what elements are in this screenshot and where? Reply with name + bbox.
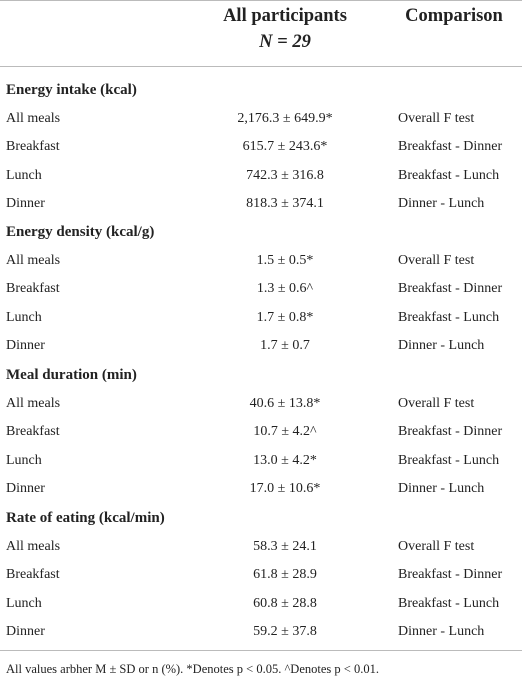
row-label: Breakfast — [6, 139, 60, 154]
table-footnote: All values arbher M ± SD or n (%). *Denotes p < 0.05. ^Denotes p < 0.01. — [6, 662, 379, 676]
section-title: Energy density (kcal/g) — [6, 224, 155, 240]
row-value: 2,176.3 ± 649.9* — [237, 110, 333, 126]
row-value: 59.2 ± 37.8 — [253, 624, 317, 639]
row-label: All meals — [6, 110, 61, 126]
row-comparison: Overall F test — [398, 252, 475, 268]
row-label: Dinner — [6, 338, 45, 353]
row-comparison: Breakfast - Lunch — [398, 309, 500, 325]
row-value: 40.6 ± 13.8* — [249, 395, 321, 411]
section-title: Energy intake (kcal) — [6, 82, 137, 98]
row-comparison: Overall F test — [398, 538, 475, 554]
section-title: Meal duration (min) — [6, 367, 137, 383]
top-rule — [0, 0, 522, 1]
row-comparison: Breakfast - Lunch — [398, 595, 500, 611]
column-header-comparison: Comparison — [405, 6, 503, 26]
row-value: 10.7 ± 4.2^ — [253, 424, 317, 439]
row-comparison: Breakfast - Dinner — [398, 281, 503, 296]
row-value: 17.0 ± 10.6* — [249, 481, 321, 496]
row-comparison: Breakfast - Dinner — [398, 567, 503, 582]
row-value: 13.0 ± 4.2* — [253, 452, 317, 468]
row-comparison: Dinner - Lunch — [398, 481, 485, 496]
row-label: Dinner — [6, 196, 45, 211]
row-label: Lunch — [6, 167, 42, 183]
row-label: All meals — [6, 538, 61, 554]
row-label: All meals — [6, 252, 61, 268]
row-comparison: Dinner - Lunch — [398, 338, 485, 353]
section-title: Rate of eating (kcal/min) — [6, 510, 165, 526]
row-label: Breakfast — [6, 567, 60, 582]
column-header-all-participants: All participants — [223, 6, 347, 26]
header-rule — [0, 66, 522, 67]
row-comparison: Breakfast - Lunch — [398, 452, 500, 468]
row-value: 742.3 ± 316.8 — [246, 167, 324, 183]
row-value: 818.3 ± 374.1 — [246, 196, 324, 211]
row-value: 1.7 ± 0.8* — [256, 309, 314, 325]
row-value: 1.3 ± 0.6^ — [256, 281, 314, 296]
row-label: Breakfast — [6, 281, 60, 296]
row-label: Lunch — [6, 595, 42, 611]
row-comparison: Dinner - Lunch — [398, 624, 485, 639]
row-value: 1.5 ± 0.5* — [256, 252, 314, 268]
row-value: 615.7 ± 243.6* — [242, 139, 328, 154]
row-label: Dinner — [6, 481, 45, 496]
row-comparison: Overall F test — [398, 110, 475, 126]
row-label: Breakfast — [6, 424, 60, 439]
row-value: 1.7 ± 0.7 — [260, 338, 310, 353]
row-value: 58.3 ± 24.1 — [253, 538, 317, 554]
row-label: Lunch — [6, 309, 42, 325]
row-label: All meals — [6, 395, 61, 411]
row-comparison: Dinner - Lunch — [398, 196, 485, 211]
row-label: Lunch — [6, 452, 42, 468]
row-value: 60.8 ± 28.8 — [253, 595, 317, 611]
row-comparison: Breakfast - Lunch — [398, 167, 500, 183]
bottom-rule — [0, 650, 522, 651]
row-label: Dinner — [6, 624, 45, 639]
row-comparison: Breakfast - Dinner — [398, 139, 503, 154]
row-value: 61.8 ± 28.9 — [253, 567, 317, 582]
row-comparison: Overall F test — [398, 395, 475, 411]
row-comparison: Breakfast - Dinner — [398, 424, 503, 439]
column-header-n: N = 29 — [259, 32, 311, 52]
